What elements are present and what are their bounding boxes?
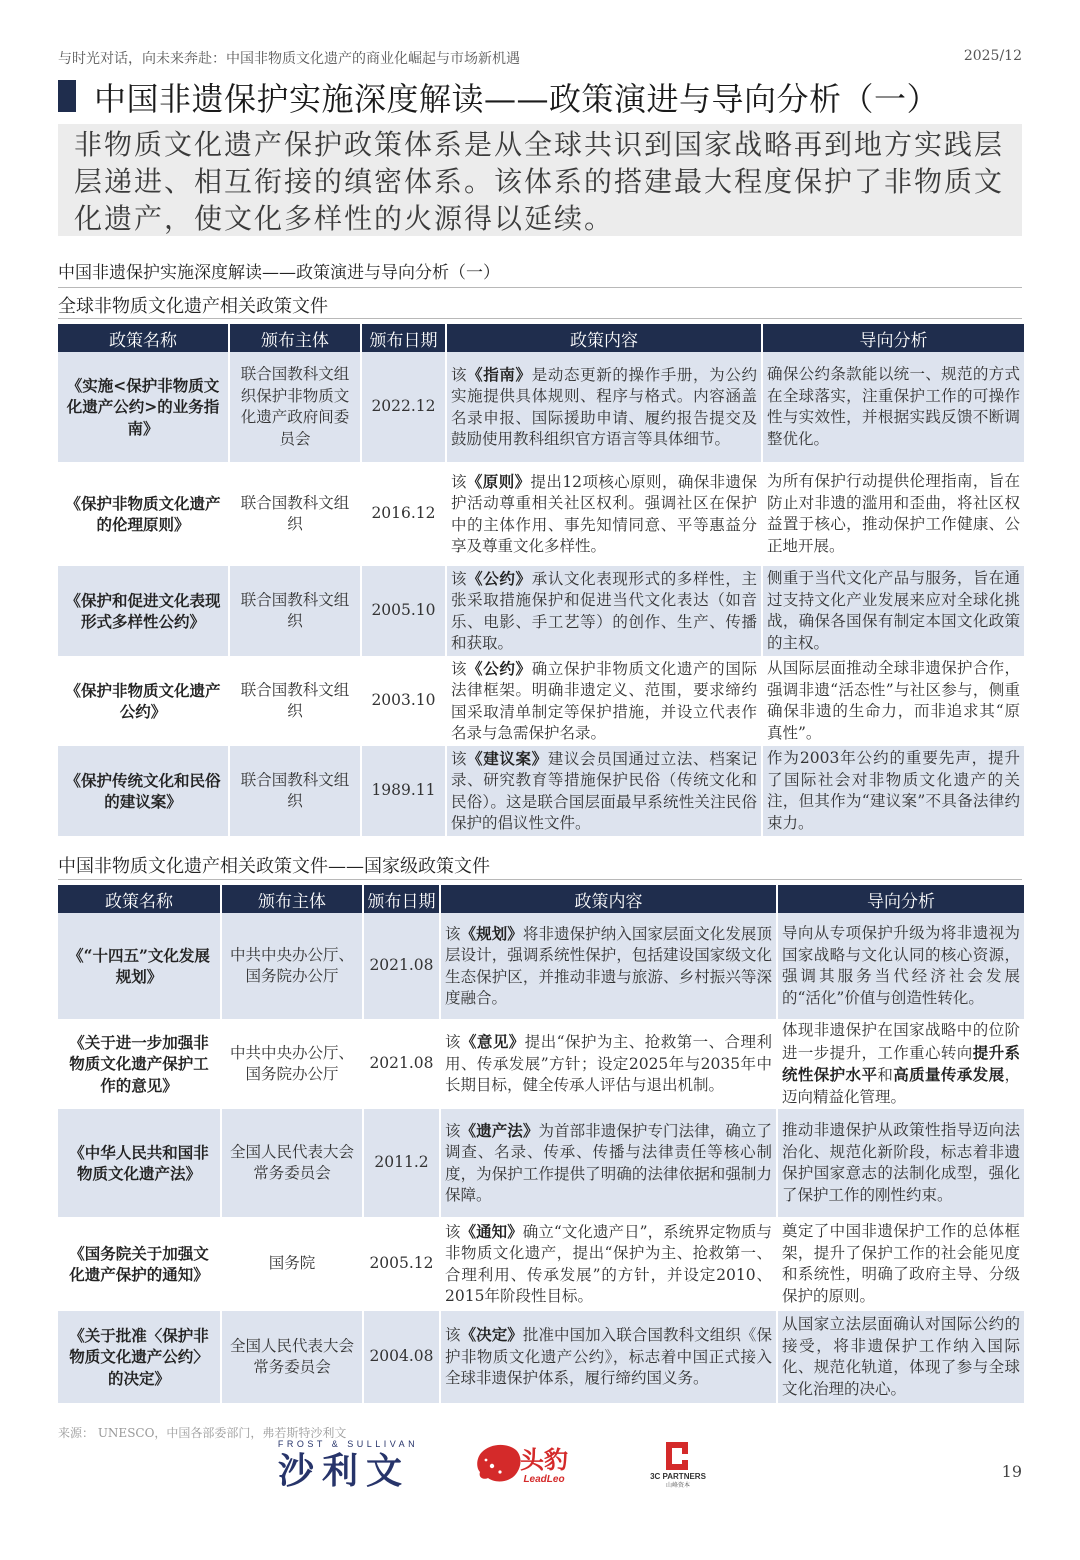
- policy-date: 2022.12: [361, 352, 446, 462]
- 3c-partners-logo: [650, 1442, 707, 1488]
- policy-issuer: 中共中央办公厅、国务院办公厅: [221, 1019, 363, 1109]
- policy-content: 该《指南》是动态更新的操作手册，为公约实施提供具体规则、程序与格式。内容涵盖名录申报、国际援助申请、履约报告提交及鼓励使用教科组织官方语言等具体细节。: [446, 352, 762, 462]
- policy-name: 《保护非物质文化遗产公约》: [58, 656, 229, 746]
- page-title: 中国非遗保护实施深度解读——政策演进与导向分析（一）: [94, 80, 940, 118]
- col-header-date: 颁布日期: [361, 324, 446, 352]
- global-policy-table: [58, 324, 1024, 836]
- section2-title: 中国非物质文化遗产相关政策文件——国家级政策文件: [58, 856, 490, 877]
- policy-date: 2005.10: [361, 566, 446, 656]
- report-date: 2025/12: [963, 48, 1022, 64]
- policy-content: 该《建议案》建议会员国通过立法、档案记录、研究教育等措施保护民俗（传统文化和民俗）。这是联合国层面最早系统性关注民俗保护的倡议性文件。: [446, 746, 762, 836]
- table-row: [58, 913, 1024, 1019]
- table-row: [58, 1217, 1024, 1311]
- policy-content: 该《原则》提出12项核心原则，确保非遗保护活动尊重相关社区权利。强调社区在保护中的主体作用、事先知情同意、平等惠益分享及尊重文化多样性。: [446, 462, 762, 566]
- table-row: [58, 656, 1024, 746]
- policy-content: 该《规划》将非遗保护纳入国家层面文化发展顶层设计，强调系统性保护，包括建设国家级文化生态保护区，并推动非遗与旅游、乡村振兴等深度融合。: [440, 913, 777, 1019]
- policy-issuer: 中共中央办公厅、国务院办公厅: [221, 913, 363, 1019]
- partner-logos: [260, 1438, 740, 1488]
- col-header-date: 颁布日期: [363, 885, 440, 913]
- policy-name: 《关于批准〈保护非物质文化遗产公约〉的决定》: [58, 1311, 221, 1403]
- policy-content: 该《公约》承认文化表现形式的多样性，主张采取措施保护和促进当代文化表达（如音乐、电影、手工艺等）的创作、生产、传播和获取。: [446, 566, 762, 656]
- policy-analysis: 从国家立法层面确认对国际公约的接受，将非遗保护工作纳入国际化、规范化轨道，体现了参与全球文化治理的决心。: [777, 1311, 1024, 1403]
- policy-content: 该《遗产法》为首部非遗保护专门法律，确立了调查、名录、传承、传播与法律责任等核心制度，为保护工作提供了明确的法律依据和强制力保障。: [440, 1109, 777, 1217]
- section1-title: 全球非物质文化遗产相关政策文件: [58, 296, 328, 317]
- policy-analysis: 作为2003年公约的重要先声，提升了国际社会对非物质文化遗产的关注，但其作为“建议案”不具备法律约束力。: [762, 746, 1024, 836]
- policy-date: 1989.11: [361, 746, 446, 836]
- policy-issuer: 联合国教科文组织: [229, 656, 361, 746]
- policy-analysis: 推动非遗保护从政策性指导迈向法治化、规范化新阶段，标志着非遗保护国家意志的法制化成型，强化了保护工作的刚性约束。: [777, 1109, 1024, 1217]
- policy-date: 2021.08: [363, 1019, 440, 1109]
- col-header-content: 政策内容: [440, 885, 777, 913]
- table-row: [58, 1019, 1024, 1109]
- leadleo-logo: [477, 1445, 568, 1485]
- policy-date: 2021.08: [363, 913, 440, 1019]
- table-row: [58, 352, 1024, 462]
- frost-sullivan-en: FROST & SULLIVAN: [277, 1439, 419, 1449]
- policy-content: 该《意见》提出“保护为主、抢救第一、合理利用、传承发展”方针；设定2025年与2035年中长期目标，健全传承人评估与退出机制。: [440, 1019, 777, 1109]
- title-accent-bar: [58, 80, 76, 112]
- policy-analysis: 导向从专项保护升级为将非遗视为国家战略与文化认同的核心资源，强调其服务当代经济社会发展的“活化”价值与创造性转化。: [777, 913, 1024, 1019]
- national-policy-table: [58, 885, 1024, 1403]
- policy-issuer: 联合国教科文组织保护非物质文化遗产政府间委员会: [229, 352, 361, 462]
- page-number: 19: [1001, 1462, 1022, 1481]
- policy-date: 2005.12: [363, 1217, 440, 1311]
- leadleo-cn: 头豹: [520, 1446, 568, 1474]
- table-header-row: [58, 885, 1024, 913]
- col-header-name: 政策名称: [58, 885, 221, 913]
- policy-analysis: 侧重于当代文化产品与服务，旨在通过支持文化产业发展来应对全球化挑战，确保各国保有制定本国文化政策的主权。: [762, 566, 1024, 656]
- section1-rule-top: [58, 287, 1022, 288]
- col-header-name: 政策名称: [58, 324, 229, 352]
- col-header-issuer: 颁布主体: [221, 885, 363, 913]
- policy-issuer: 全国人民代表大会常务委员会: [221, 1109, 363, 1217]
- report-header: [58, 48, 1022, 68]
- col-header-content: 政策内容: [446, 324, 762, 352]
- policy-content: 该《通知》确立“文化遗产日”，系统界定物质与非物质文化遗产，提出“保护为主、抢救第一、合理利用、传承发展”的方针，并设定2010、2015年阶段性目标。: [440, 1217, 777, 1311]
- policy-date: 2011.2: [363, 1109, 440, 1217]
- policy-name: 《保护非物质文化遗产的伦理原则》: [58, 462, 229, 566]
- frost-sullivan-logo: [278, 1439, 418, 1488]
- policy-name: 《“十四五”文化发展规划》: [58, 913, 221, 1019]
- policy-analysis: 为所有保护行动提供伦理指南，旨在防止对非遗的滥用和歪曲，将社区权益置于核心，推动保护工作健康、公正地开展。: [762, 462, 1024, 566]
- report-title: 与时光对话，向未来奔赴：中国非物质文化遗产的商业化崛起与市场新机遇: [58, 51, 520, 67]
- table-row: [58, 462, 1024, 566]
- table-header-row: [58, 324, 1024, 352]
- policy-analysis: 从国际层面推动全球非遗保护合作，强调非遗“活态性”与社区参与，侧重确保非遗的生命力，而非追求其“原真性”。: [762, 656, 1024, 746]
- policy-analysis: 奠定了中国非遗保护工作的总体框架，提升了保护工作的社会能见度和系统性，明确了政府主导、分级保护的原则。: [777, 1217, 1024, 1311]
- section1-rule-bottom: [58, 318, 1022, 319]
- policy-content: 该《公约》确立保护非物质文化遗产的国际法律框架。明确非遗定义、范围，要求缔约国采取清单制定等保护措施，并设立代表作名录与急需保护名录。: [446, 656, 762, 746]
- policy-analysis: 体现非遗保护在国家战略中的位阶进一步提升，工作重心转向提升系统性保护水平和高质量传承发展，迈向精益化管理。: [777, 1019, 1024, 1109]
- 3c-partners-en: 3C PARTNERS: [650, 1472, 706, 1481]
- policy-issuer: 联合国教科文组织: [229, 566, 361, 656]
- col-header-analysis: 导向分析: [777, 885, 1024, 913]
- policy-name: 《保护传统文化和民俗的建议案》: [58, 746, 229, 836]
- col-header-analysis: 导向分析: [762, 324, 1024, 352]
- table-row: [58, 566, 1024, 656]
- policy-name: 《中华人民共和国非物质文化遗产法》: [58, 1109, 221, 1217]
- policy-name: 《国务院关于加强文化遗产保护的通知》: [58, 1217, 221, 1311]
- summary-box: 非物质文化遗产保护政策体系是从全球共识到国家战略再到地方实践层层递进、相互衔接的缜密体系。该体系的搭建最大程度保护了非物质文化遗产，使文化多样性的火源得以延续。: [58, 124, 1022, 236]
- policy-issuer: 联合国教科文组织: [229, 462, 361, 566]
- frost-sullivan-cn: 沙利文: [277, 1451, 411, 1488]
- leadleo-mark-icon: [477, 1445, 520, 1482]
- policy-date: 2016.12: [361, 462, 446, 566]
- policy-issuer: 国务院: [221, 1217, 363, 1311]
- source-note: 来源： UNESCO，中国各部委部门，弗若斯特沙利文: [58, 1426, 347, 1440]
- page-title-bar: [58, 74, 1022, 116]
- policy-name: 《保护和促进文化表现形式多样性公约》: [58, 566, 229, 656]
- section1-heading: 中国非遗保护实施深度解读——政策演进与导向分析（一）: [58, 263, 500, 283]
- policy-content: 该《决定》批准中国加入联合国教科文组织《保护非物质文化遗产公约》，标志着中国正式接入全球非遗保护体系，履行缔约国义务。: [440, 1311, 777, 1403]
- policy-name: 《关于进一步加强非物质文化遗产保护工作的意见》: [58, 1019, 221, 1109]
- policy-date: 2003.10: [361, 656, 446, 746]
- section2-rule: [58, 879, 1022, 880]
- col-header-issuer: 颁布主体: [229, 324, 361, 352]
- policy-analysis: 确保公约条款能以统一、规范的方式在全球落实，注重保护工作的可操作性与实效性，并根据实践反馈不断调整优化。: [762, 352, 1024, 462]
- policy-issuer: 联合国教科文组织: [229, 746, 361, 836]
- 3c-partners-mark-icon: [666, 1442, 688, 1470]
- leadleo-en: LeadLeo: [523, 1474, 565, 1485]
- 3c-partners-cn: 山峰资本: [665, 1482, 691, 1488]
- policy-issuer: 全国人民代表大会常务委员会: [221, 1311, 363, 1403]
- policy-date: 2004.08: [363, 1311, 440, 1403]
- policy-name: 《实施<保护非物质文化遗产公约>的业务指南》: [58, 352, 229, 462]
- table-row: [58, 1109, 1024, 1217]
- table-row: [58, 1311, 1024, 1403]
- table-row: [58, 746, 1024, 836]
